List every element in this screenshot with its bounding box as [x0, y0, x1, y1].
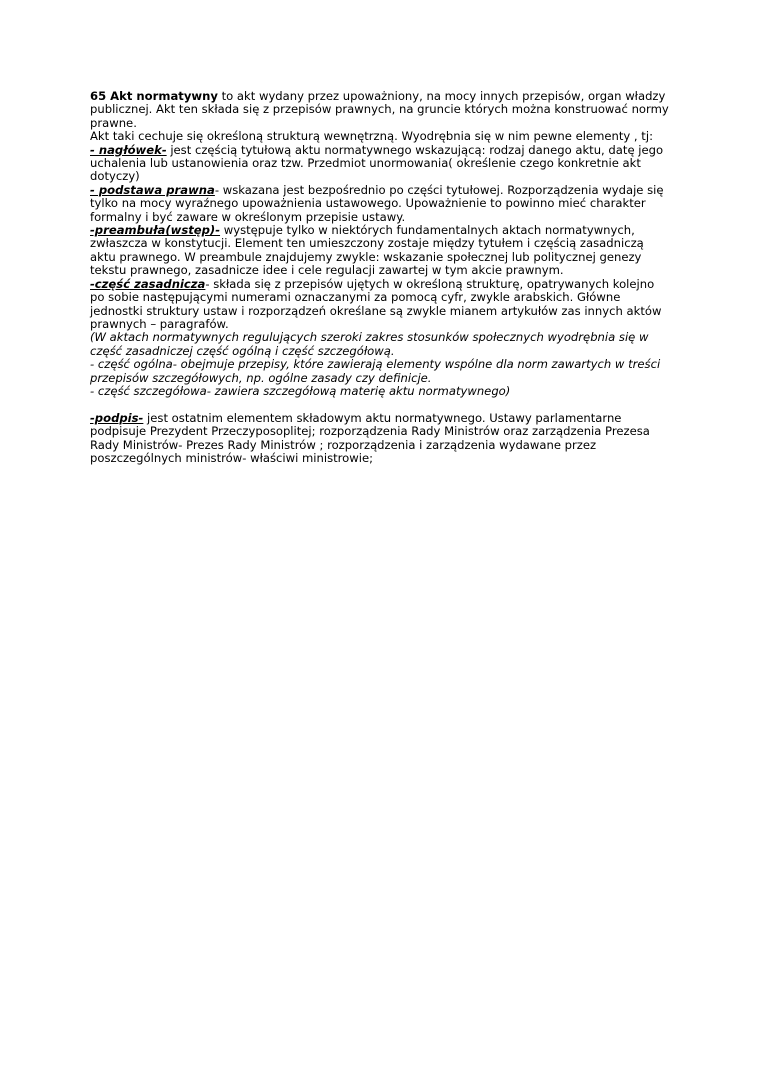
- podpis-paragraph: [90, 412, 670, 466]
- blank-line: [90, 398, 670, 411]
- italic-note-line1: (W aktach normatywnych regulujących szeroki zakres stosunków społecznych wyodrębnia się w część zasadniczej część ogólną i część szczegółową.: [90, 330, 649, 358]
- czesc-zasadnicza-paragraph: [90, 278, 670, 332]
- podpis-term: -podpis-: [90, 410, 144, 425]
- structure-intro-paragraph: Akt taki cechuje się określoną strukturą wewnętrzną. Wyodrębnia się w nim pewne elementy , tj:: [90, 129, 653, 144]
- preambula-text: występuje tylko w niektórych fundamentalnych aktach normatywnych, zwłaszcza w konstytucji. Element ten umieszczony zostaje między tytułem i częścią zasadniczą aktu prawnego. W preambule znajdujemy zwykle: wskazanie społecznej lub politycznej genezy tekstu prawnego, zasadnicze idee i cele regulacji zawartej w tym akcie prawnym.: [90, 223, 644, 278]
- intro-paragraph: [90, 90, 670, 130]
- italic-note-line2: - część ogólna- obejmuje przepisy, które zawierają elementy wspólne dla norm zawartych w treści przepisów szczegółowych, np. ogólne zasady czy definicje.: [90, 357, 661, 385]
- document-page: [90, 90, 670, 465]
- preambula-paragraph: [90, 224, 670, 278]
- czesc-zasadnicza-term: -część zasadnicza: [90, 276, 206, 291]
- naglowek-text: jest częścią tytułową aktu normatywnego wskazującą: rodzaj danego aktu, datę jego uchalenia lub ustanowienia oraz tzw. Przedmiot unormowania( określenie czego konkretnie akt dotyczy): [90, 142, 664, 184]
- preambula-term: -preambuła(wstęp)-: [90, 223, 221, 238]
- intro-lead: 65 Akt normatywny: [90, 89, 218, 103]
- podstawa-term: - podstawa prawna: [90, 182, 215, 197]
- intro-text: to akt wydany przez upoważniony, na mocy innych przepisów, organ władzy publicznej. Akt ten składa się z przepisów prawnych, na gruncie których można konstruować normy prawne.: [90, 89, 669, 130]
- czesc-zasadnicza-text: - składa się z przepisów ujętych w określoną strukturę, opatrywanych kolejno po sobie następującymi numerami oznaczanymi za pomocą cyfr, zwykle arabskich. Główne jednostki struktury ustaw i rozporządzeń określane są zwykle mianem artykułów zas innych aktów prawnych – paragrafów.: [90, 276, 662, 331]
- italic-note-line3: - część szczegółowa- zawiera szczegółową materię aktu normatywnego): [90, 383, 511, 398]
- podstawa-text: - wskazana jest bezpośrednio po części tytułowej. Rozporządzenia wydaje się tylko na mocy wyraźnego upoważnienia ustawowego. Upoważnienie to powinno mieć charakter formalny i być zaware w określonym przepisie ustawy.: [90, 182, 664, 224]
- naglowek-term: - nagłówek-: [90, 142, 167, 157]
- podstawa-paragraph: [90, 184, 670, 224]
- naglowek-paragraph: [90, 144, 670, 184]
- podpis-text: jest ostatnim elementem składowym aktu normatywnego. Ustawy parlamentarne podpisuje Prezydent Przeczyposoplitej; rozporządzenia Rady Ministrów oraz zarządzenia Prezesa Rady Ministrów- Prezes Rady Ministrów ; rozporządzenia i zarządzenia wydawane przez poszczególnych ministrów- właściwi ministrowie;: [90, 410, 650, 465]
